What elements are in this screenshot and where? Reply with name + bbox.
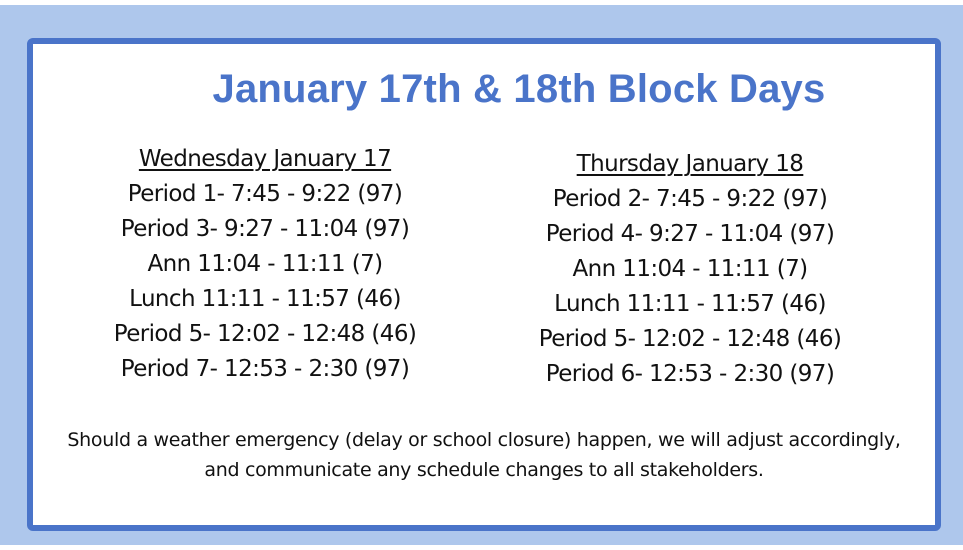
slide-background (0, 5, 963, 545)
wednesday-period-row: Period 7- 12:53 - 2:30 (97) (120, 356, 410, 382)
schedule-card (27, 38, 941, 531)
thursday-period-row: Period 6- 12:53 - 2:30 (97) (545, 361, 835, 387)
thursday-heading: Thursday January 18 (576, 151, 804, 177)
thursday-period-row: Period 2- 7:45 - 9:22 (97) (552, 186, 828, 212)
thursday-period-row: Period 4- 9:27 - 11:04 (97) (545, 221, 835, 247)
wednesday-period-row: Ann 11:04 - 11:11 (7) (147, 251, 383, 277)
thursday-period-row: Ann 11:04 - 11:11 (7) (572, 256, 808, 282)
thursday-period-row: Period 5- 12:02 - 12:48 (46) (538, 326, 842, 352)
thursday-schedule (509, 147, 871, 392)
wednesday-period-row: Period 5- 12:02 - 12:48 (46) (113, 321, 417, 347)
weather-note: Should a weather emergency (delay or school closure) happen, we will adjust accordingly, and communicate any schedule changes to all stakeholders. (67, 429, 901, 481)
wednesday-schedule (85, 142, 445, 387)
wednesday-heading: Wednesday January 17 (138, 146, 392, 172)
wednesday-period-row: Period 1- 7:45 - 9:22 (97) (127, 181, 403, 207)
page-title: January 17th & 18th Block Days (212, 67, 826, 111)
wednesday-period-row: Period 3- 9:27 - 11:04 (97) (120, 216, 410, 242)
thursday-period-row: Lunch 11:11 - 11:57 (46) (554, 291, 826, 317)
wednesday-period-row: Lunch 11:11 - 11:57 (46) (129, 286, 401, 312)
